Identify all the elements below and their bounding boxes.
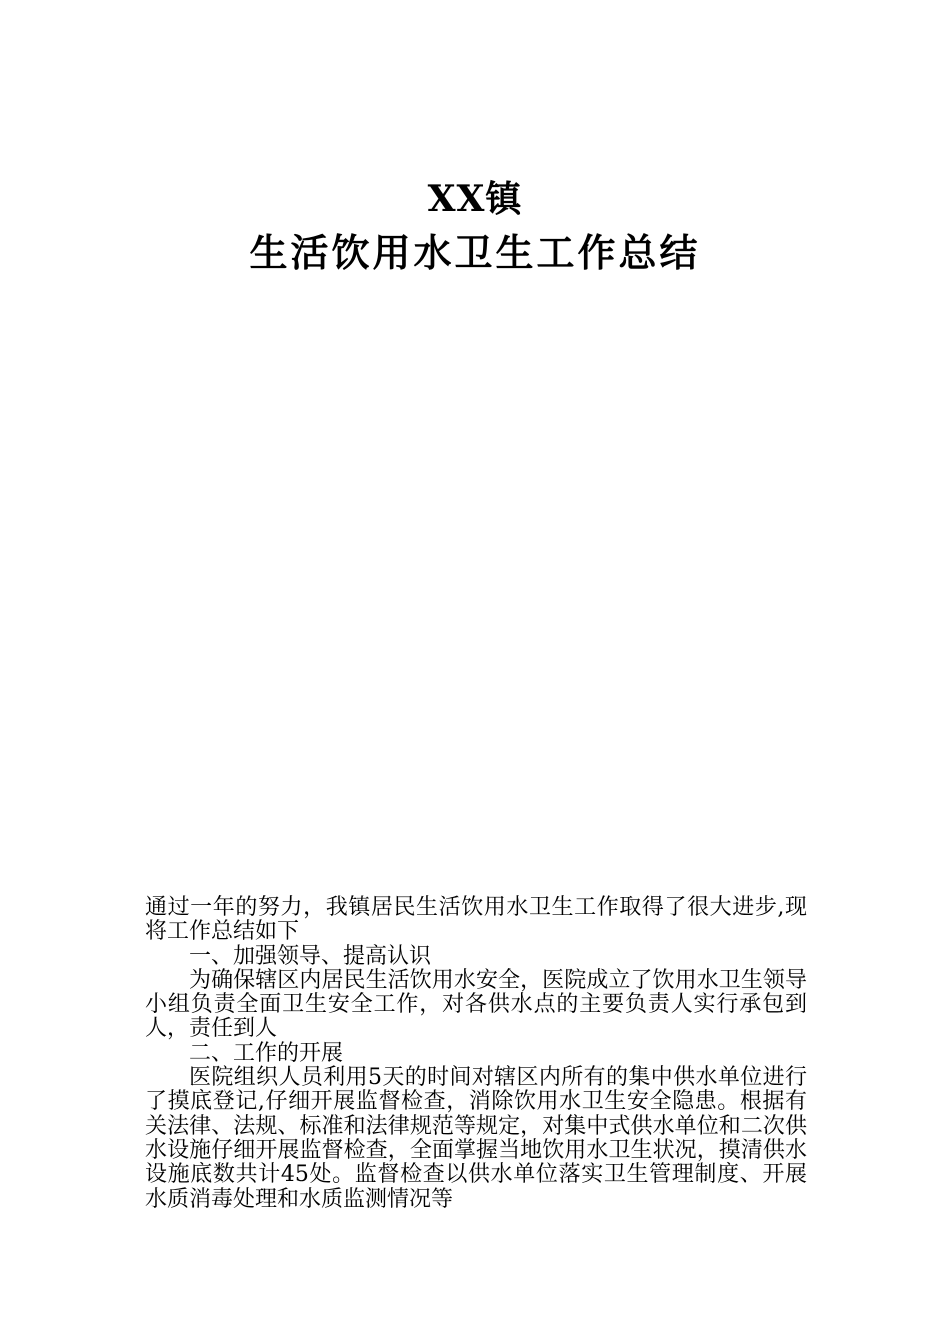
paragraph-section-1: 为确保辖区内居民生活饮用水安全，医院成立了饮用水卫生领导小组负责全面卫生安全工作，对各供水点的主要负责人实行承包到人，责任到人 bbox=[145, 967, 807, 1042]
title-main: 生活饮用水卫生工作总结 bbox=[249, 230, 701, 275]
title-town-name: XX镇 bbox=[427, 178, 523, 220]
document-body bbox=[145, 896, 807, 1212]
document-title bbox=[0, 172, 950, 280]
paragraph-section-2: 医院组织人员利用5天的时间对辖区内所有的集中供水单位进行了摸底登记,仔细开展监督检查，消除饮用水卫生安全隐患。根据有关法律、法规、标准和法律规范等规定，对集中式供水单位和二次供水设施仔细开展监督检查，全面掌握当地饮用水卫生状况，摸清供水设施底数共计45处。监督检查以供水单位落实卫生管理制度、开展水质消毒处理和水质监测情况等 bbox=[145, 1065, 807, 1212]
section-heading-1: 一、加强领导、提高认识 bbox=[189, 943, 432, 969]
section-heading-2: 二、工作的开展 bbox=[189, 1040, 344, 1066]
paragraph-intro: 通过一年的努力，我镇居民生活饮用水卫生工作取得了很大进步,现将工作总结如下 bbox=[145, 895, 807, 945]
